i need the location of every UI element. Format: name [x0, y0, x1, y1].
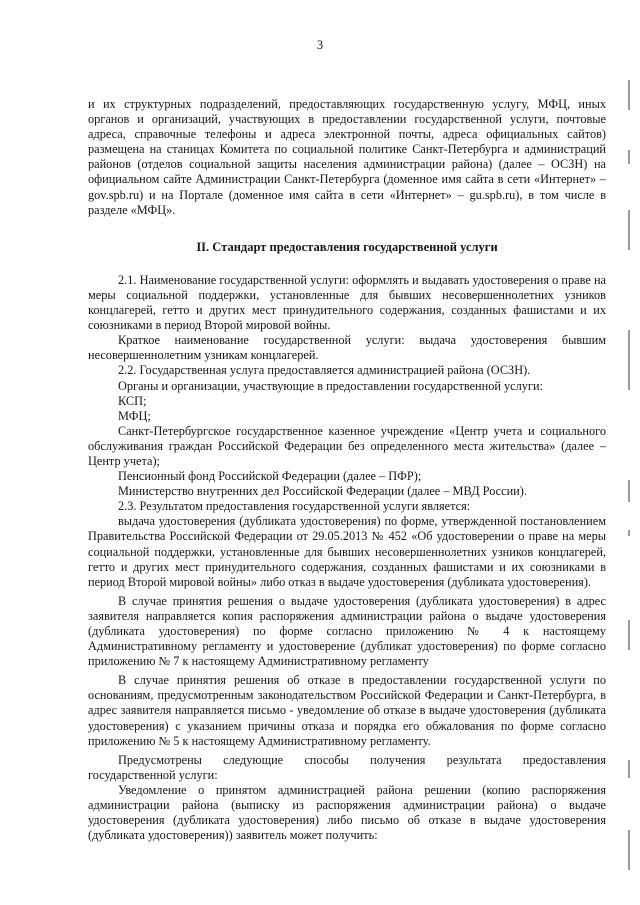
- paragraph-result-methods: Предусмотрены следующие способы получения результата предоставления государственной услуги:: [88, 752, 606, 782]
- list-item-pfr: Пенсионный фонд Российской Федерации (далее – ПФР);: [118, 469, 422, 484]
- paragraph-participants: Органы и организации, участвующие в предоставлении государственной услуги:: [118, 378, 543, 393]
- paragraph-2-1: 2.1. Наименование государственной услуги: оформлять и выдавать удостоверения о праве на меры социальной поддержки, установленные для бывших несовершеннолетних узников концлагерей, гетто и других мест принудительного содержания, созданных фашистами и их союзниками в период Второй мировой войны.: [88, 272, 606, 333]
- list-item-ksp: КСП;: [118, 393, 147, 408]
- paragraph-notification: Уведомление о принятом администрацией района решении (копию распоряжения администрации района (выписку из распоряжения администрации района) о выдаче удостоверения (дубликата удостоверения) либо письмо об отказе в выдаче удостоверения (дубликата удостоверения)) заявитель может получить:: [88, 782, 606, 843]
- list-item-center: Санкт-Петербургское государственное казенное учреждение «Центр учета и социального обслуживания граждан Российской Федерации без определенного места жительства» (далее – Центр учета);: [88, 423, 606, 468]
- paragraph-approval-case: В случае принятия решения о выдаче удостоверения (дубликата удостоверения) в адрес заявителя направляется копия распоряжения администрации района о выдаче удостоверения (дубликата удостоверения) по форме согласно приложению № 4 к настоящему Административному регламенту и удостоверение (дубликат удостоверения) по форме согласно приложению № 7 к настоящему Административному регламенту: [88, 593, 606, 669]
- scan-margin-marks: [628, 60, 632, 880]
- paragraph-2-2: 2.2. Государственная услуга предоставляется администрацией района (ОСЗН).: [118, 363, 531, 378]
- page-number: 3: [316, 38, 324, 52]
- intro-paragraph: и их структурных подразделений, предоставляющих государственную услугу, МФЦ, иных органов и организаций, участвующих в предоставлении государственной услуги, почтовые адреса, справочные телефоны и адреса электронной почты, адреса официальных сайтов) размещена на станицах Комитета по социальной политике Санкт-Петербурга и администраций районов (отделов социальной защиты населения администрации района) (далее – ОСЗН) на официальном сайте Администрации Санкт-Петербурга (доменное имя сайта в сети «Интернет» – gov.spb.ru) и на Портале (доменное имя сайта в сети «Интернет» – gu.spb.ru), в том числе в разделе «МФЦ».: [88, 97, 606, 217]
- section-title: II. Стандарт предоставления государственной услуги: [196, 239, 498, 254]
- paragraph-short-name: Краткое наименование государственной услуги: выдача удостоверения бывшим несовершеннолетним узникам концлагерей.: [88, 333, 606, 363]
- paragraph-refusal-case: В случае принятия решения об отказе в предоставлении государственной услуги по основаниям, предусмотренным законодательством Российской Федерации и Санкт-Петербурга, в адрес заявителя направляется письмо - уведомление об отказе в выдаче удостоверения (дубликата удостоверения) с указанием причины отказа и порядка его обжалования по форме согласно приложению № 5 к настоящему Административному регламенту.: [88, 673, 606, 748]
- paragraph-2-3: 2.3. Результатом предоставления государственной услуги является:: [118, 499, 471, 514]
- list-item-mvd: Министерство внутренних дел Российской Федерации (далее – МВД России).: [118, 484, 527, 499]
- paragraph-issuance: выдача удостоверения (дубликата удостоверения) по форме, утвержденной постановлением Правительства Российской Федерации от 29.05.2013 № 452 «Об удостоверении о праве на меры социальной поддержки, установленные для бывших несовершеннолетних узников концлагерей, гетто и других мест принудительного содержания, созданных фашистами и их союзниками в период Второй мировой войны» либо отказ в выдаче удостоверения (дубликата удостоверения).: [88, 514, 606, 589]
- document-body: [88, 97, 606, 843]
- list-item-mfc: МФЦ;: [118, 408, 151, 423]
